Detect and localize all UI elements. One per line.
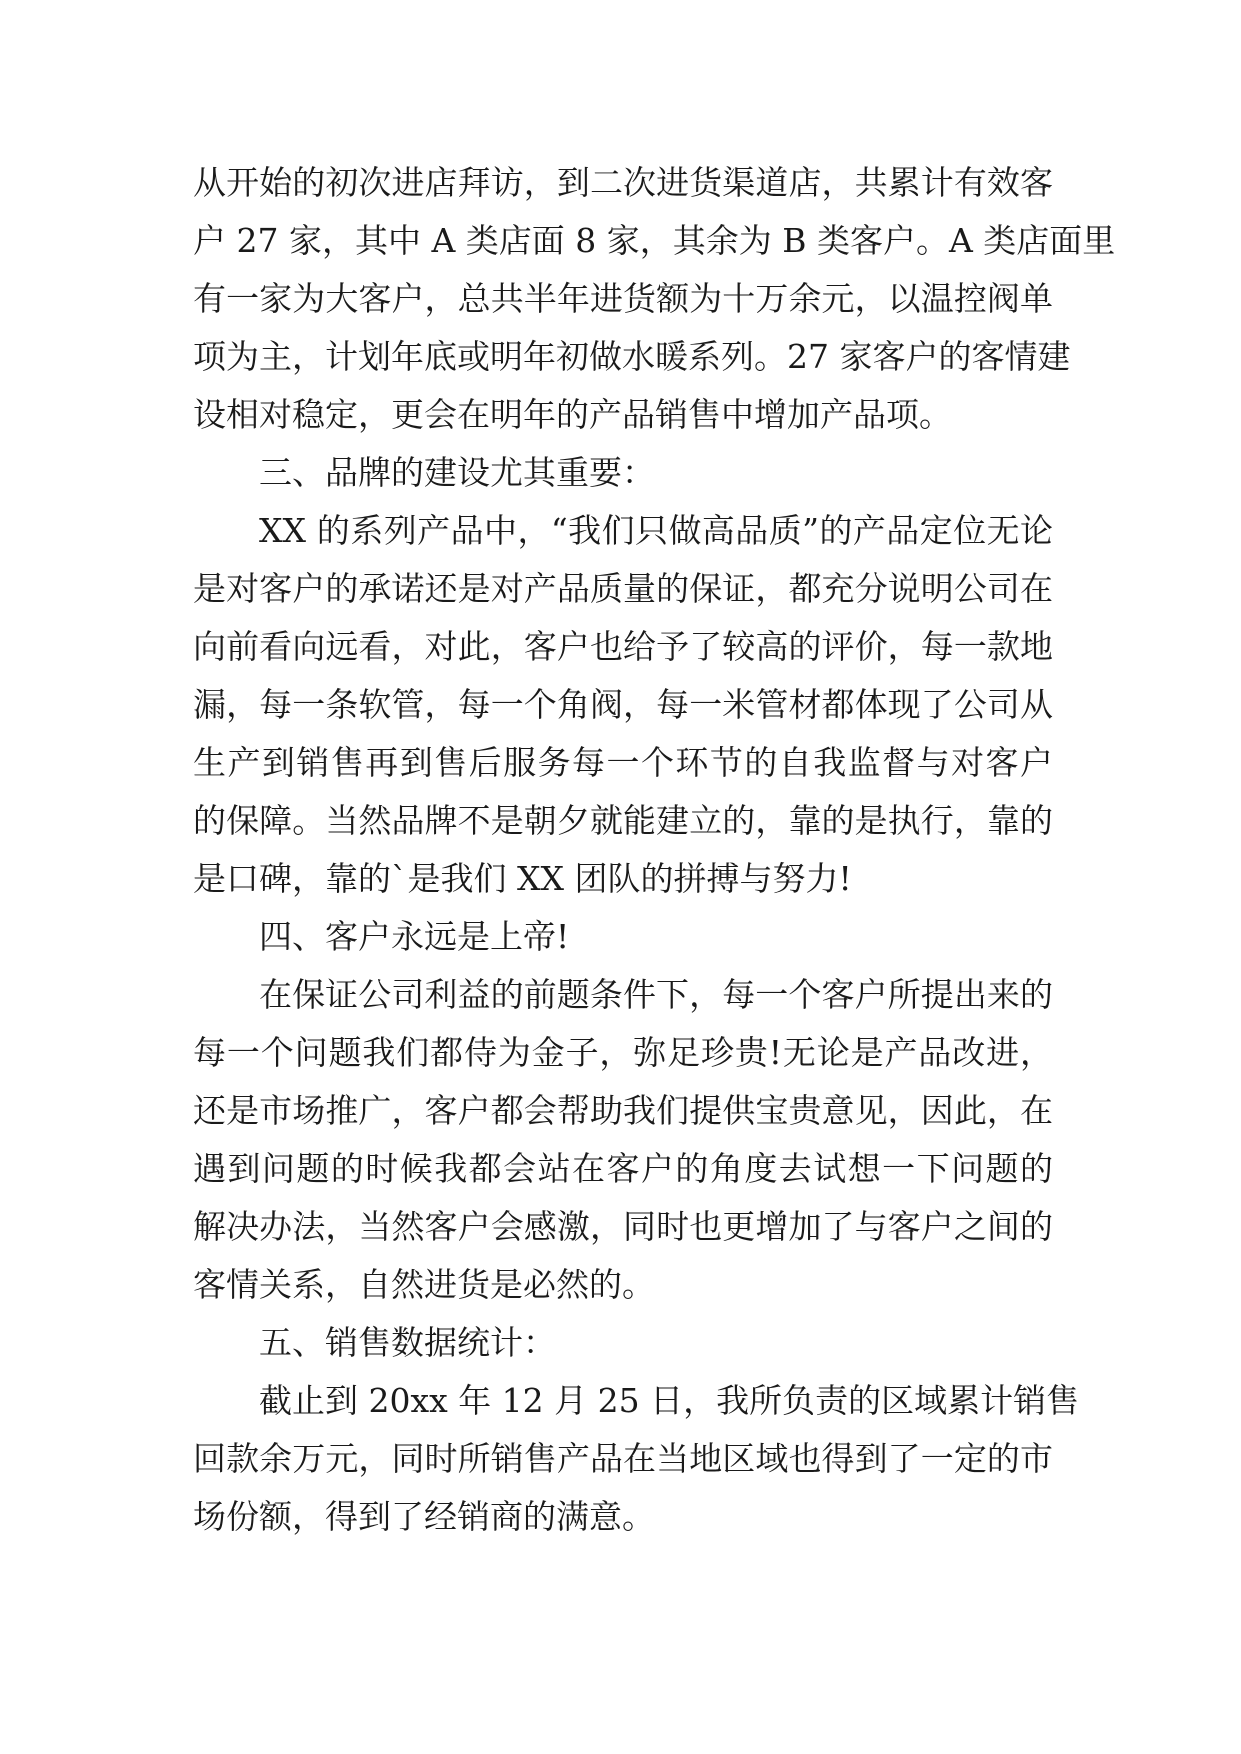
- text-line: 是对客户的承诺还是对产品质量的保证，都充分说明公司在: [193, 569, 1053, 608]
- document-body: [193, 154, 1116, 1546]
- section-heading: 五、销售数据统计：: [259, 1323, 556, 1362]
- text-line: 遇到问题的时候我都会站在客户的角度去试想一下问题的: [193, 1149, 1053, 1188]
- text-line: 还是市场推广，客户都会帮助我们提供宝贵意见，因此，在: [193, 1091, 1053, 1130]
- text-line: 项为主，计划年底或明年初做水暖系列。27 家客户的客情建: [193, 337, 1071, 376]
- text-line: 生产到销售再到售后服务每一个环节的自我监督与对客户: [193, 743, 1053, 782]
- text-line: 向前看向远看，对此，客户也给予了较高的评价，每一款地: [193, 627, 1053, 666]
- text-line: 回款余万元，同时所销售产品在当地区域也得到了一定的市: [193, 1439, 1053, 1478]
- text-line: 每一个问题我们都侍为金子，弥足珍贵!无论是产品改进，: [193, 1033, 1053, 1072]
- text-line: 从开始的初次进店拜访，到二次进货渠道店，共累计有效客: [193, 163, 1053, 202]
- text-line: 在保证公司利益的前题条件下，每一个客户所提出来的: [259, 975, 1053, 1014]
- text-line: 设相对稳定，更会在明年的产品销售中增加产品项。: [193, 395, 952, 434]
- text-line: 户 27 家，其中 A 类店面 8 家，其余为 B 类客户。A 类店面里: [193, 221, 1116, 260]
- text-line: 漏，每一条软管，每一个角阀，每一米管材都体现了公司从: [193, 685, 1053, 724]
- text-line: 的保障。当然品牌不是朝夕就能建立的，靠的是执行，靠的: [193, 801, 1053, 840]
- text-line: 解决办法，当然客户会感激，同时也更增加了与客户之间的: [193, 1207, 1053, 1246]
- text-line: XX 的系列产品中，“我们只做高品质”的产品定位无论: [259, 511, 1053, 550]
- text-line: 场份额，得到了经销商的满意。: [193, 1497, 655, 1536]
- section-heading: 四、客户永远是上帝!: [259, 917, 570, 956]
- text-line: 是口碑，靠的`是我们 XX 团队的拼搏与努力!: [193, 859, 852, 898]
- text-line: 截止到 20xx 年 12 月 25 日，我所负责的区域累计销售: [259, 1381, 1080, 1420]
- text-line: 客情关系，自然进货是必然的。: [193, 1265, 655, 1304]
- text-line: 有一家为大客户，总共半年进货额为十万余元，以温控阀单: [193, 279, 1053, 318]
- section-heading: 三、品牌的建设尤其重要：: [259, 453, 655, 492]
